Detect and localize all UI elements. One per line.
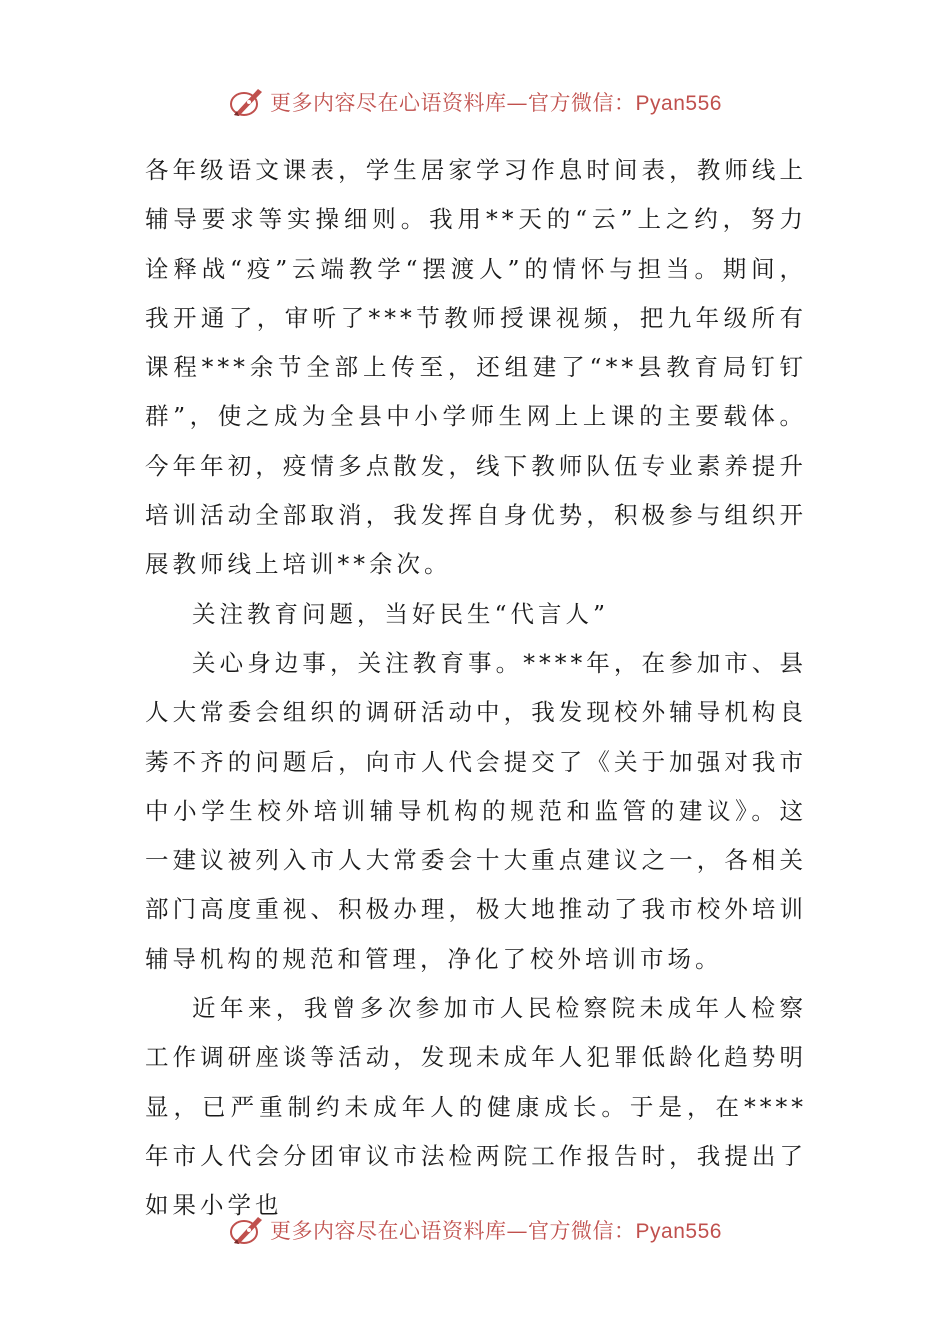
pen-logo-icon [228, 85, 266, 119]
pen-logo-icon [228, 1213, 266, 1247]
paragraph: 关心身边事，关注教育事。****年，在参加市、县人大常委会组织的调研活动中，我发现校外辅导机构良莠不齐的问题后，向市人代会提交了《关于加强对我市中小学生校外培训辅导机构的规范和监管的建议》。这一建议被列入市人大常委会十大重点建议之一，各相关部门高度重视、积极办理，极大地推动了我市校外培训辅导机构的规范和管理，净化了校外培训市场。 [145, 648, 807, 973]
footer-wechat-id: Pyan556 [635, 1220, 722, 1243]
footer-banner [0, 1210, 950, 1250]
paragraph-continued: 各年级语文课表，学生居家学习作息时间表，教师线上辅导要求等实操细则。我用**天的“云”上之约，努力诠释战“疫”云端教学“摆渡人”的情怀与担当。期间，我开通了，审听了***节教师授课视频，把九年级所有课程***余节全部上传至，还组建了“**县教育局钉钉群”，使之成为全县中小学师生网上上课的主要载体。今年年初，疫情多点散发，线下教师队伍专业素养提升培训活动全部取消，我发挥自身优势，积极参与组织开展教师线上培训**余次。 [145, 156, 807, 579]
header-wechat-id: Pyan556 [635, 92, 722, 115]
paragraph: 近年来，我曾多次参加市人民检察院未成年人检察工作调研座谈等活动，发现未成年人犯罪低龄化趋势明显，已严重制约未成年人的健康成长。于是，在****年市人代会分团审议市法检两院工作报告时，我提出了如果小学也 [145, 994, 807, 1220]
document-body [145, 146, 807, 1231]
section-heading: 关注教育问题，当好民生“代言人” [192, 599, 610, 628]
header-banner-text: 更多内容尽在心语资料库—官方微信：Pyan556 [270, 91, 722, 115]
footer-banner-text: 更多内容尽在心语资料库—官方微信：Pyan556 [270, 1219, 722, 1243]
header-banner [0, 82, 950, 122]
